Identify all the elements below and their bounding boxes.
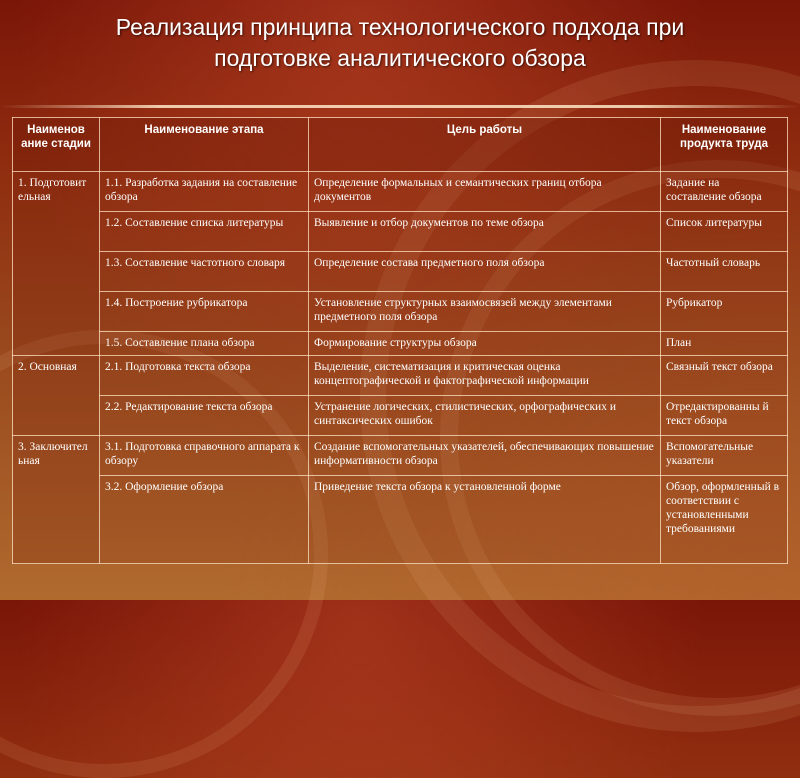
table-row [13,172,788,212]
product-cell: Вспомогательные указатели [661,436,788,476]
goal-cell: Формирование структуры обзора [309,332,661,356]
step-cell: 3.2. Оформление обзора [100,476,309,564]
header-stage: Наименов ание стадии [13,118,100,172]
table-row [13,436,788,476]
step-cell: 1.1. Разработка задания на составление обзора [100,172,309,212]
product-cell: Отредактированны й текст обзора [661,396,788,436]
table-row [13,292,788,332]
stage-cell: 2. Основная [13,356,100,436]
goal-cell: Приведение текста обзора к установленной форме [309,476,661,564]
slide-title-line-1: Реализация принципа технологического подхода при [115,14,685,40]
product-cell: План [661,332,788,356]
slide-title [0,12,800,74]
product-cell: Связный текст обзора [661,356,788,396]
step-cell: 3.1. Подготовка справочного аппарата к обзору [100,436,309,476]
slide-title-line-2: подготовке аналитического обзора [214,45,586,71]
stage-cell: 1. Подготовит ельная [13,172,100,356]
table-row [13,252,788,292]
goal-cell: Создание вспомогательных указателей, обеспечивающих повышение информативности обзора [309,436,661,476]
title-divider [0,105,800,108]
step-cell: 1.4. Построение рубрикатора [100,292,309,332]
stage-cell: 3. Заключител ьная [13,436,100,564]
table-row [13,356,788,396]
step-cell: 1.2. Составление списка литературы [100,212,309,252]
header-step: Наименование этапа [100,118,309,172]
goal-cell: Выделение, систематизация и критическая оценка концептографической и фактографической информации [309,356,661,396]
table-row [13,396,788,436]
step-cell: 1.5. Составление плана обзора [100,332,309,356]
product-cell: Рубрикатор [661,292,788,332]
goal-cell: Определение состава предметного поля обзора [309,252,661,292]
goal-cell: Выявление и отбор документов по теме обзора [309,212,661,252]
goal-cell: Определение формальных и семантических границ отбора документов [309,172,661,212]
step-cell: 2.2. Редактирование текста обзора [100,396,309,436]
table-row [13,476,788,564]
product-cell: Обзор, оформленный в соответствии с установленными требованиями [661,476,788,564]
table-row [13,332,788,356]
goal-cell: Устранение логических, стилистических, орфографических и синтаксических ошибок [309,396,661,436]
product-cell: Частотный словарь [661,252,788,292]
table-row [13,212,788,252]
product-cell: Задание на составление обзора [661,172,788,212]
product-cell: Список литературы [661,212,788,252]
step-cell: 1.3. Составление частотного словаря [100,252,309,292]
header-goal: Цель работы [309,118,661,172]
table-header-row [13,118,788,172]
stages-table [12,117,788,564]
goal-cell: Установление структурных взаимосвязей между элементами предметного поля обзора [309,292,661,332]
header-product: Наименование продукта труда [661,118,788,172]
step-cell: 2.1. Подготовка текста обзора [100,356,309,396]
